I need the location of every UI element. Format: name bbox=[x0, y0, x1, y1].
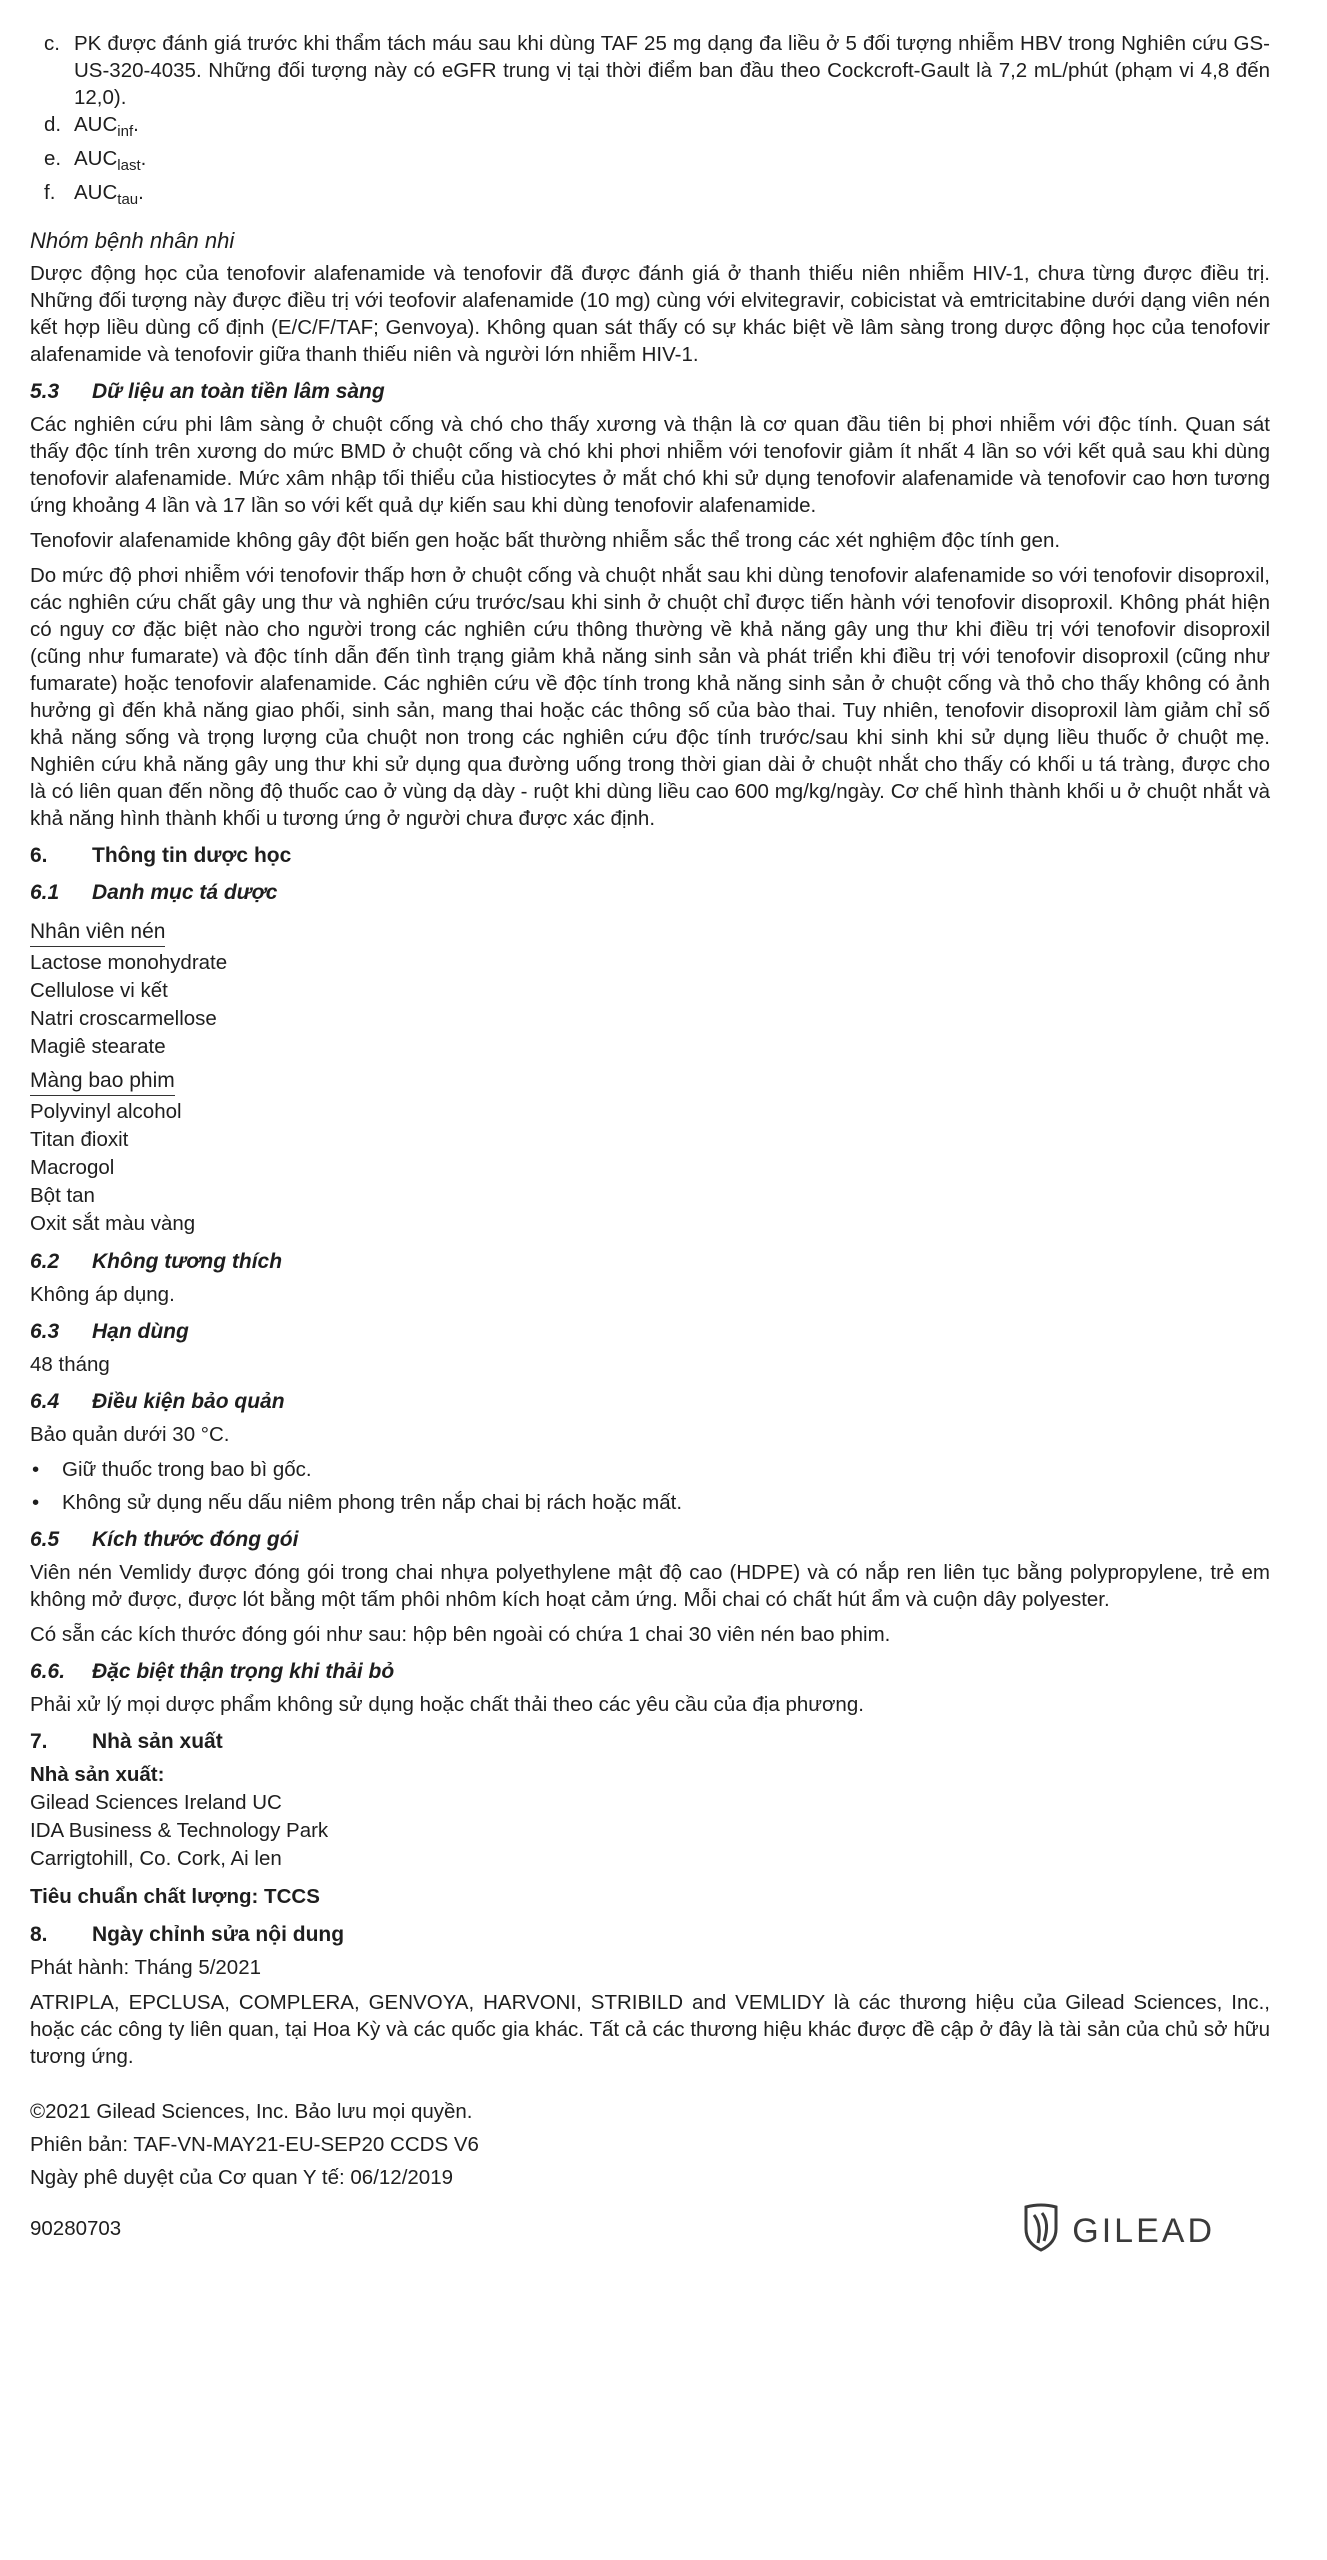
preclinical-paragraph-2: Tenofovir alafenamide không gây đột biến gen hoặc bất thường nhiễm sắc thể trong các xét nghiệm độc tính gen. bbox=[30, 529, 1061, 553]
section-6-1-heading bbox=[30, 879, 1270, 906]
bullet-text: Không sử dụng nếu dấu niêm phong trên nắp chai bị rách hoặc mất. bbox=[62, 1491, 683, 1515]
section-title: Hạn dùng bbox=[92, 1320, 189, 1344]
section-6-3-heading bbox=[30, 1318, 1270, 1345]
footnote-text: $AUC_{tau}$. bbox=[74, 181, 144, 209]
footnote-f bbox=[30, 179, 1270, 213]
section-5-3-heading bbox=[30, 378, 1270, 405]
section-number: 5.3 bbox=[30, 380, 60, 404]
section-title: Danh mục tá dược bbox=[92, 881, 278, 905]
section-number: 6.4 bbox=[30, 1390, 60, 1414]
gilead-shield-icon bbox=[1020, 2203, 1062, 2260]
section-title: Thông tin dược học bbox=[92, 844, 292, 868]
section-title: Ngày chỉnh sửa nội dung bbox=[92, 1923, 345, 1947]
footnote-text: $AUC_{last}$. bbox=[74, 147, 147, 175]
section-number: 6. bbox=[30, 844, 48, 868]
list-item: Titan đioxit bbox=[30, 1128, 129, 1152]
footnote-letter: e. bbox=[44, 147, 62, 171]
section-number: 6.2 bbox=[30, 1250, 60, 1274]
list-item: Bột tan bbox=[30, 1184, 95, 1208]
section-title: Dữ liệu an toàn tiền lâm sàng bbox=[92, 380, 385, 404]
section-title: Đặc biệt thận trọng khi thải bỏ bbox=[92, 1660, 395, 1684]
list-item: Oxit sắt màu vàng bbox=[30, 1212, 196, 1236]
shelf-life-text: 48 tháng bbox=[30, 1353, 110, 1377]
list-item: Lactose monohydrate bbox=[30, 951, 228, 975]
film-coating-heading: Màng bao phim bbox=[30, 1067, 175, 1096]
section-number: 6.6. bbox=[30, 1660, 66, 1684]
manufacturer-line: Carrigtohill, Co. Cork, Ai len bbox=[30, 1847, 282, 1871]
pediatric-heading: Nhóm bệnh nhân nhi bbox=[30, 228, 235, 254]
section-8-heading bbox=[30, 1921, 1270, 1948]
footnote-text: $AUC_{inf}$. bbox=[74, 113, 139, 141]
manufacturer-line: IDA Business & Technology Park bbox=[30, 1819, 329, 1843]
section-number: 6.3 bbox=[30, 1320, 60, 1344]
approval-line: Ngày phê duyệt của Cơ quan Y tế: 06/12/2019 bbox=[30, 2166, 454, 2190]
footnote-e bbox=[30, 145, 1270, 179]
section-title: Điều kiện bảo quản bbox=[92, 1390, 285, 1414]
copyright-line: ©2021 Gilead Sciences, Inc. Bảo lưu mọi quyền. bbox=[30, 2100, 473, 2124]
section-title: Kích thước đóng gói bbox=[92, 1528, 299, 1552]
incompatibility-text: Không áp dụng. bbox=[30, 1283, 175, 1307]
document-page bbox=[30, 30, 1270, 2287]
bullet-icon: • bbox=[32, 1458, 40, 1482]
release-date: Phát hành: Tháng 5/2021 bbox=[30, 1956, 262, 1980]
section-7-heading bbox=[30, 1728, 1270, 1755]
version-line: Phiên bản: TAF-VN-MAY21-EU-SEP20 CCDS V6 bbox=[30, 2133, 479, 2157]
catalog-number: 90280703 bbox=[30, 2217, 122, 2241]
section-6-4-heading bbox=[30, 1388, 1270, 1415]
list-item bbox=[30, 1456, 1270, 1483]
section-6-heading bbox=[30, 842, 1270, 869]
logo-text: GILEAD bbox=[1072, 2212, 1215, 2251]
section-number: 6.5 bbox=[30, 1528, 60, 1552]
list-item: Polyvinyl alcohol bbox=[30, 1100, 182, 1124]
storage-text: Bảo quản dưới 30 °C. bbox=[30, 1423, 230, 1447]
preclinical-paragraph-1: Các nghiên cứu phi lâm sàng ở chuột cống và chó cho thấy xương và thận là cơ quan đầu tiên bị phơi nhiễm với độc tính. Quan sát thấy độc tính trên xương do mức BMD ở chuột cống và chó khi phơi nhiễm với tenofovir giảm ít nhất 4 lần so với kết quả sau khi dùng tenofovir alafenamide. Mức xâm nhập tối thiểu của histiocytes ở mắt chó khi sử dụng tenofovir alafenamide và tenofovir cao hơn tương ứng khoảng 4 lần và 17 lần so với kết quả dự kiến sau khi dùng tenofovir alafenamide. bbox=[30, 413, 1270, 518]
bullet-icon: • bbox=[32, 1491, 40, 1515]
manufacturer-line: Gilead Sciences Ireland UC bbox=[30, 1791, 282, 1815]
list-item: Magiê stearate bbox=[30, 1035, 166, 1059]
section-number: 6.1 bbox=[30, 881, 60, 905]
footnote-letter: d. bbox=[44, 113, 62, 136]
trademark-paragraph: ATRIPLA, EPCLUSA, COMPLERA, GENVOYA, HARVONI, STRIBILD and VEMLIDY là các thương hiệu của Gilead Sciences, Inc., hoặc các công ty liên quan, tại Hoa Kỳ và các quốc gia khác. Tất cả các thương hiệu khác được đề cập ở đây là tài sản của chủ sở hữu tương ứng. bbox=[30, 1991, 1270, 2069]
footnote-text: PK được đánh giá trước khi thẩm tách máu sau khi dùng TAF 25 mg dạng đa liều ở 5 đối tượng nhiễm HBV trong Nghiên cứu GS-US-320-4035. Những đối tượng này có eGFR trung vị tại thời điểm ban đầu theo Cockcroft-Gault là 7,2 mL/phút (phạm vi 4,8 đến 12,0). bbox=[74, 32, 1270, 109]
footnote-letter: c. bbox=[44, 32, 60, 55]
manufacturer-label: Nhà sản xuất: bbox=[30, 1763, 165, 1787]
list-item bbox=[30, 1489, 1270, 1516]
spacer bbox=[30, 2078, 1270, 2094]
section-6-5-heading bbox=[30, 1526, 1270, 1553]
footnote-d bbox=[30, 111, 1270, 145]
section-title: Nhà sản xuất bbox=[92, 1730, 223, 1754]
gilead-logo bbox=[1020, 2203, 1215, 2260]
disposal-text: Phải xử lý mọi dược phẩm không sử dụng hoặc chất thải theo các yêu cầu của địa phương. bbox=[30, 1693, 864, 1717]
bullet-text: Giữ thuốc trong bao bì gốc. bbox=[62, 1458, 312, 1482]
list-item: Natri croscarmellose bbox=[30, 1007, 217, 1031]
quality-standard: Tiêu chuẩn chất lượng: TCCS bbox=[30, 1885, 320, 1909]
list-item: Cellulose vi kết bbox=[30, 979, 168, 1003]
footnote-letter: f. bbox=[44, 181, 56, 205]
pediatric-paragraph: Dược động học của tenofovir alafenamide và tenofovir đã được đánh giá ở thanh thiếu niên nhiễm HIV-1, chưa từng được điều trị. Những đối tượng này được điều trị với teofovir alafenamide (10 mg) cùng với elvitegravir, cobicistat và emtricitabine dưới dạng viên nén kết hợp liều dùng cố định (E/C/F/TAF; Genvoya). Không quan sát thấy có sự khác biệt về lâm sàng trong dược động học của tenofovir alafenamide và tenofovir giữa thanh thiếu niên và người lớn nhiễm HIV-1. bbox=[30, 262, 1270, 367]
footer-logo-row bbox=[30, 2197, 1270, 2287]
packaging-paragraph-1: Viên nén Vemlidy được đóng gói trong chai nhựa polyethylene mật độ cao (HDPE) và có nắp ren liên tục bằng polypropylene, trẻ em không mở được, được lót bằng một tấm phôi nhôm kích hoạt cảm ứng. Mỗi chai có chất hút ẩm và cuộn dây polyester. bbox=[30, 1561, 1270, 1612]
footnote-c bbox=[30, 30, 1270, 111]
section-number: 8. bbox=[30, 1923, 48, 1947]
tablet-core-heading: Nhân viên nén bbox=[30, 918, 165, 947]
packaging-paragraph-2: Có sẵn các kích thước đóng gói như sau: hộp bên ngoài có chứa 1 chai 30 viên nén bao phim. bbox=[30, 1623, 891, 1647]
list-item: Macrogol bbox=[30, 1156, 115, 1180]
section-6-6-heading bbox=[30, 1658, 1270, 1685]
section-6-2-heading bbox=[30, 1248, 1270, 1275]
section-number: 7. bbox=[30, 1730, 48, 1754]
section-title: Không tương thích bbox=[92, 1250, 283, 1274]
preclinical-paragraph-3: Do mức độ phơi nhiễm với tenofovir thấp hơn ở chuột cống và chuột nhắt sau khi dùng tenofovir alafenamide so với tenofovir disoproxil, các nghiên cứu chất gây ung thư và nghiên cứu trước/sau khi sinh ở chuột chỉ được tiến hành với tenofovir disoproxil. Không phát hiện có nguy cơ đặc biệt nào cho người trong các nghiên cứu thông thường về khả năng gây ung thư khi điều trị với tenofovir disoproxil (cũng như fumarate) và độc tính dẫn đến tình trạng giảm khả năng sinh sản và phát triển khi điều trị với tenofovir disoproxil (cũng như fumarate) hoặc tenofovir alafenamide. Các nghiên cứu về độc tính trong khả năng sinh sản ở chuột cống và thỏ cho thấy không có ảnh hưởng gì đến khả năng giao phối, sinh sản, mang thai hoặc các thông số của bào thai. Tuy nhiên, tenofovir disoproxil làm giảm chỉ số khả năng sống và trọng lượng của chuột non trong các nghiên cứu độc tính trước/sau khi sinh khi sử dụng liều thuốc ở chuột mẹ. Nghiên cứu khả năng gây ung thư khi sử dụng qua đường uống trong thời gian dài ở chuột nhắt cho thấy có khối u tá tràng, được cho là có liên quan đến nồng độ thuốc cao ở vùng dạ dày - ruột khi dùng liều cao 600 mg/kg/ngày. Cơ chế hình thành khối u ở chuột nhắt và khả năng hình thành khối u tương ứng ở người chưa được xác định. bbox=[30, 564, 1270, 831]
